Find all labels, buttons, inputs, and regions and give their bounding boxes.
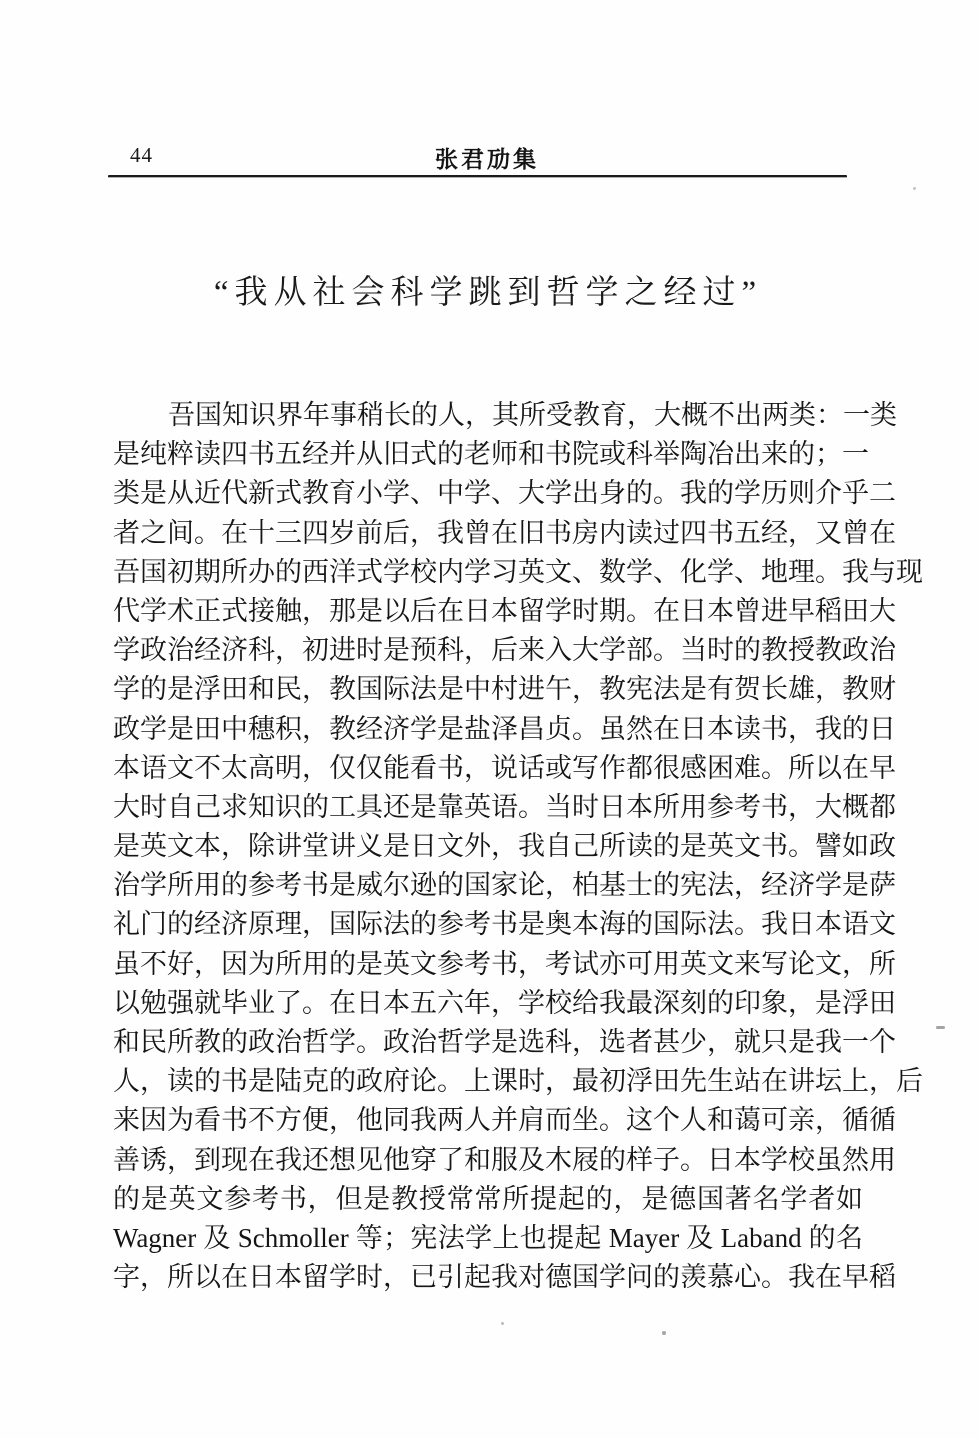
text-line: 政学是田中穗积，教经济学是盐泽昌贞。虽然在日本读书，我的日 [113, 713, 896, 744]
text-line: 本语文不太高明，仅仅能看书，说话或写作都很感困难。所以在早 [113, 752, 896, 783]
scan-speck [662, 1331, 666, 1335]
page-number: 44 [130, 143, 153, 167]
text-line: 来因为看书不方便，他同我两人并肩而坐。这个人和蔼可亲，循循 [113, 1105, 896, 1136]
text-line: 人，读的书是陆克的政府论。上课时，最初浮田先生站在讲坛上，后 [113, 1066, 923, 1097]
text-line: 虽不好，因为所用的是英文参考书，考试亦可用英文来写论文，所 [113, 948, 896, 979]
scan-speck [936, 1026, 945, 1029]
header-rule [108, 175, 847, 178]
article-body [113, 396, 923, 1297]
text-line: 吾国初期所办的西洋式学校内学习英文、数学、化学、地理。我与现 [113, 556, 923, 587]
scan-speck [501, 1322, 504, 1325]
text-line: 吾国知识界年事稍长的人，其所受教育，大概不出两类：一类 [168, 400, 897, 430]
text-line: 代学术正式接触，那是以后在日本留学时期。在日本曾进早稻田大 [113, 595, 896, 626]
running-title: 张君劢集 [435, 147, 539, 172]
page-header [113, 141, 861, 171]
text-line: 礼门的经济原理，国际法的参考书是奥本海的国际法。我日本语文 [113, 909, 896, 940]
text-line: 学的是浮田和民，教国际法是中村进午，教宪法是有贺长雄，教财 [113, 674, 896, 705]
article-title: “我从社会科学跳到哲学之经过” [213, 275, 763, 311]
text-line: 字，所以在日本留学时，已引起我对德国学问的羡慕心。我在早稻 [113, 1262, 896, 1293]
text-line: 是英文本，除讲堂讲义是日文外，我自己所读的是英文书。譬如政 [113, 831, 896, 862]
text-line: Wagner 及 Schmoller 等；宪法学上也提起 Mayer 及 Laband 的名 [113, 1222, 863, 1253]
text-line: 学政治经济科，初进时是预科，后来入大学部。当时的教授教政治 [113, 635, 896, 666]
text-line: 以勉强就毕业了。在日本五六年，学校给我最深刻的印象，是浮田 [113, 987, 896, 1018]
text-line: 者之间。在十三四岁前后，我曾在旧书房内读过四书五经，又曾在 [113, 517, 896, 548]
text-line: 治学所用的参考书是威尔逊的国家论，柏基士的宪法，经济学是萨 [113, 870, 896, 901]
text-line: 善诱，到现在我还想见他穿了和服及木屐的样子。日本学校虽然用 [113, 1144, 896, 1175]
scan-speck [913, 187, 916, 190]
text-line: 类是从近代新式教育小学、中学、大学出身的。我的学历则介乎二 [113, 478, 896, 509]
text-line: 的是英文参考书，但是教授常常所提起的，是德国著名学者如 [113, 1183, 863, 1214]
text-line: 大时自己求知识的工具还是靠英语。当时日本所用参考书，大概都 [113, 791, 896, 822]
text-line: 是纯粹读四书五经并从旧式的老师和书院或科举陶冶出来的；一 [113, 439, 869, 470]
text-line: 和民所教的政治哲学。政治哲学是选科，选者甚少，就只是我一个 [113, 1027, 896, 1057]
